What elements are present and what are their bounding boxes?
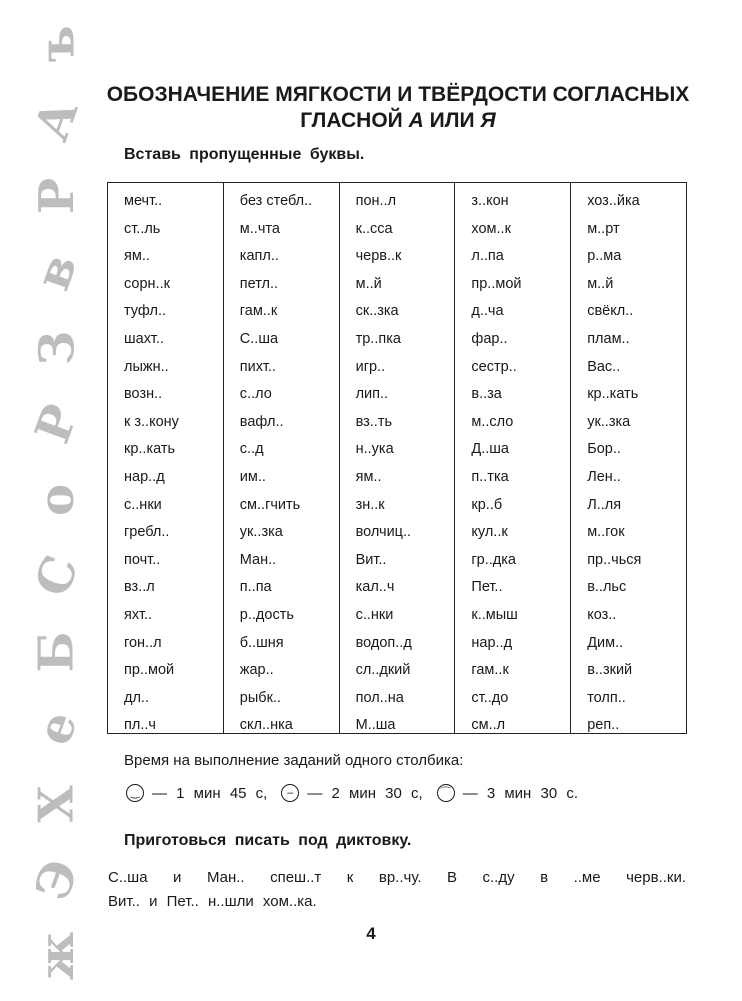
word-cell: м..й — [587, 275, 614, 292]
word-cell: дл.. — [124, 689, 149, 706]
word-cell: вз..л — [124, 579, 155, 596]
title-connector: ИЛИ — [429, 109, 475, 132]
word-cell: к..сса — [355, 220, 393, 237]
word-cell: мечт.. — [124, 193, 163, 209]
timing-intro: Время на выполнение заданий одного столбика: — [124, 752, 464, 769]
word-cell: кр..б — [471, 496, 503, 513]
word-column-1 — [108, 183, 223, 733]
word-cell: б..шня — [239, 634, 284, 651]
word-cell: кр..кать — [124, 441, 176, 458]
word-cell: кр..кать — [587, 386, 639, 403]
word-cell: ст..ль — [124, 220, 161, 237]
word-cell: лыжн.. — [124, 358, 169, 375]
word-cell: ям.. — [355, 468, 382, 485]
word-cell: кал..ч — [355, 579, 395, 596]
side-letter-6: о — [28, 483, 85, 517]
word-cell: з..кон — [471, 193, 509, 209]
title-line-2 — [98, 108, 698, 134]
word-column-3 — [339, 183, 455, 733]
title-prefix: ГЛАСНОЙ — [300, 109, 403, 132]
word-column-5 — [570, 183, 686, 733]
word-cell: Дим.. — [587, 634, 624, 651]
word-cell: М..ша — [355, 717, 396, 734]
word-cell: пр..мой — [124, 662, 175, 679]
word-cell: гам..к — [471, 662, 509, 679]
word-cell: гр..дка — [471, 551, 516, 568]
word-cell: капл.. — [239, 248, 279, 265]
side-letter-2: Р — [29, 177, 85, 215]
word-cell: пон..л — [355, 193, 397, 209]
title-letter-a: А — [408, 109, 424, 132]
word-cell: пр..чься — [587, 551, 642, 568]
word-cell: нар..д — [124, 468, 165, 485]
word-cell: хом..к — [471, 220, 511, 237]
word-cell: д..ча — [471, 303, 504, 320]
word-cell: скл..нка — [239, 717, 293, 734]
word-cell: с..нки — [124, 496, 162, 513]
word-cell: пр..мой — [471, 275, 522, 292]
word-cell: свёкл.. — [587, 303, 634, 320]
side-letter-8: Б — [28, 631, 85, 673]
word-cell: без стебл.. — [239, 193, 313, 209]
task-2-heading: Приготовься писать под диктовку. — [124, 832, 412, 849]
word-cell: м..сло — [471, 413, 514, 430]
word-cell: ук..зка — [587, 413, 631, 430]
word-cell: Ман.. — [239, 551, 277, 568]
word-cell: вафл.. — [239, 413, 284, 430]
word-cell: Лен.. — [587, 468, 621, 485]
side-letter-1: А — [24, 92, 90, 148]
word-cell: игр.. — [355, 358, 386, 375]
happy-face-icon: ‿ — [126, 784, 144, 802]
word-cell: с..нки — [355, 606, 394, 623]
word-cell: гам..к — [239, 303, 278, 320]
word-cell: возн.. — [124, 386, 163, 403]
word-cell: п..па — [239, 579, 272, 596]
word-cell: зн..к — [355, 496, 385, 513]
word-cell: м..рт — [587, 220, 620, 237]
word-cell: сестр.. — [471, 358, 517, 375]
timing-row — [124, 784, 578, 802]
word-cell: ст..до — [471, 689, 509, 706]
word-cell: плам.. — [587, 330, 630, 347]
word-column-4 — [454, 183, 570, 733]
word-grid — [107, 182, 687, 734]
word-cell: п..тка — [471, 468, 509, 485]
word-cell: хоз..йка — [587, 193, 640, 209]
word-cell: Пет.. — [471, 579, 503, 596]
side-letter-11: Э — [24, 852, 90, 908]
side-letter-12: ж — [29, 931, 85, 981]
side-letter-7: С — [24, 548, 90, 604]
word-cell: ям.. — [124, 248, 150, 265]
word-cell: тр..пка — [355, 330, 401, 347]
neutral-face-icon: – — [281, 784, 299, 802]
dictation-line-2: Вит.. и Пет.. н..шли хом..ка. — [108, 893, 317, 910]
title-line-1: ОБОЗНАЧЕНИЕ МЯГКОСТИ И ТВЁРДОСТИ СОГЛАСНЫХ — [106, 83, 690, 106]
word-cell: гон..л — [124, 634, 162, 651]
side-letter-4: З — [29, 330, 85, 366]
word-cell: гребл.. — [124, 524, 170, 541]
word-cell: Л..ля — [587, 496, 622, 513]
word-cell: в..зкий — [587, 662, 633, 679]
word-cell: реп.. — [587, 717, 620, 734]
word-cell: ск..зка — [355, 303, 399, 320]
side-letter-0: ъ — [28, 25, 85, 63]
word-cell: им.. — [239, 468, 266, 485]
word-cell: см..гчить — [239, 496, 301, 513]
word-cell: лип.. — [355, 386, 389, 403]
word-cell: м..й — [355, 275, 382, 292]
word-cell: почт.. — [124, 551, 161, 568]
page-title — [98, 82, 698, 134]
dictation-text — [108, 866, 686, 914]
word-cell: фар.. — [471, 330, 508, 347]
word-cell: жар.. — [239, 662, 274, 679]
page-number: 4 — [366, 924, 376, 943]
word-cell: яхт.. — [124, 606, 153, 623]
side-letter-5: Р — [24, 397, 90, 451]
word-cell: к..мыш — [471, 606, 518, 623]
timing-1: — 1 мин 45 с, — [152, 784, 268, 802]
word-cell: петл.. — [239, 275, 279, 292]
word-cell: вз..ть — [355, 413, 393, 430]
word-cell: см..л — [471, 717, 506, 734]
word-cell: с..ло — [239, 386, 272, 403]
word-cell: Бор.. — [587, 441, 621, 458]
task-1-heading: Вставь пропущенные буквы. — [124, 146, 365, 163]
word-cell: черв..к — [355, 248, 402, 265]
word-cell: волчиц.. — [355, 524, 412, 541]
side-letter-3: в — [24, 246, 90, 298]
word-cell: пл..ч — [124, 717, 156, 734]
word-cell: Вит.. — [355, 551, 387, 568]
word-cell: ук..зка — [239, 524, 283, 541]
word-cell: сорн..к — [124, 275, 170, 292]
dictation-line-1: С..ша и Ман.. спеш..т к вр..чу. В с..ду в ..ме черв..ки. — [108, 869, 686, 886]
word-cell: р..ма — [587, 248, 622, 265]
word-cell: в..за — [471, 386, 502, 403]
word-cell: м..чта — [239, 220, 280, 237]
word-cell: туфл.. — [124, 303, 167, 320]
word-cell: пихт.. — [239, 358, 276, 375]
word-cell: кул..к — [471, 524, 508, 541]
side-letter-10: Х — [29, 785, 85, 823]
sad-face-icon: ⌒ — [437, 784, 455, 802]
word-cell: сл..дкий — [355, 662, 411, 679]
title-letter-ya: Я — [480, 109, 496, 132]
timing-2: — 2 мин 30 с, — [307, 784, 423, 802]
word-cell: рыбк.. — [239, 689, 281, 706]
word-cell: пол..на — [355, 689, 404, 706]
timing-3: — 3 мин 30 с. — [462, 784, 579, 802]
decorative-alphabet-strip — [22, 20, 92, 980]
word-cell: шахт.. — [124, 330, 164, 347]
word-cell: н..ука — [355, 441, 394, 458]
word-column-2 — [223, 183, 339, 733]
word-cell: нар..д — [471, 634, 513, 651]
word-cell: р..дость — [239, 606, 294, 623]
word-cell: водоп..д — [355, 634, 412, 651]
word-cell: С..ша — [239, 330, 279, 347]
word-cell: к з..кону — [124, 413, 179, 430]
word-cell: Д..ша — [471, 441, 509, 458]
word-cell: м..гок — [587, 524, 625, 541]
word-cell: в..льс — [587, 579, 627, 596]
word-cell: с..д — [239, 441, 264, 458]
side-letter-9: е — [25, 704, 89, 752]
word-cell: Вас.. — [587, 358, 621, 375]
word-cell: коз.. — [587, 606, 617, 623]
word-cell: л..па — [471, 248, 504, 265]
word-cell: толп.. — [587, 689, 626, 706]
